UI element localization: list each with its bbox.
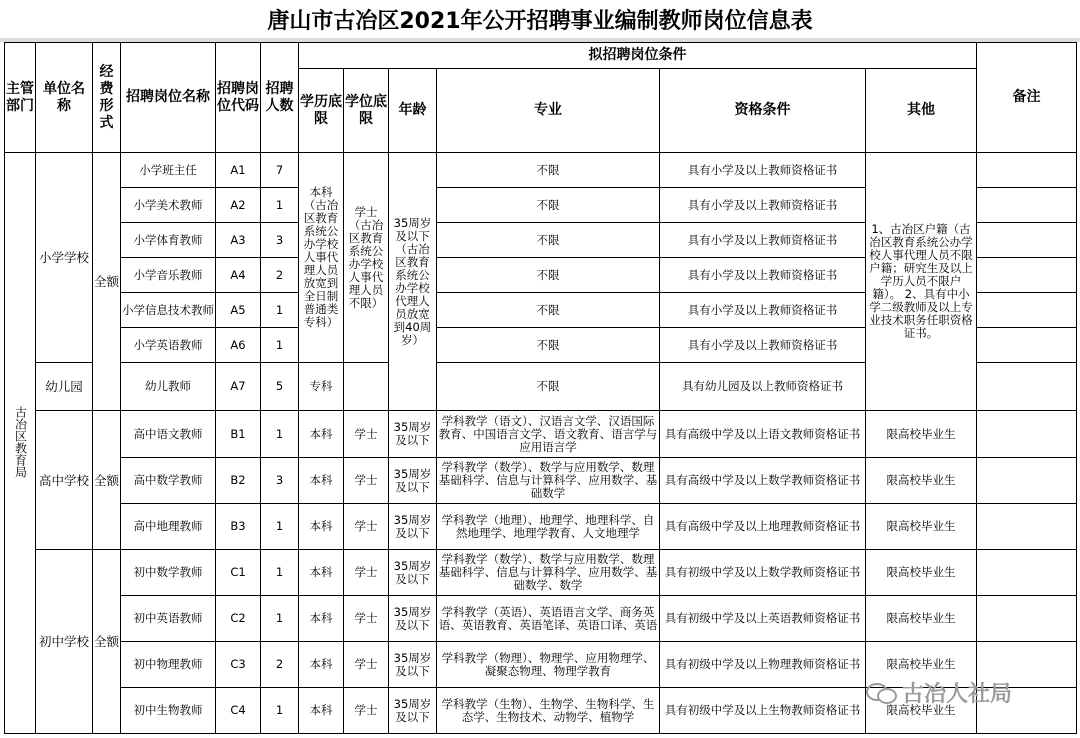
table-row [5,504,1077,550]
major-cell: 不限 [437,223,660,258]
header-qualification: 资格条件 [660,69,866,153]
other-cell: 限高校毕业生 [866,688,977,734]
header-education: 学历底限 [299,69,344,153]
header-unit: 单位名称 [36,43,93,153]
remarks-cell [977,458,1077,504]
degree-cell: 学士 [344,504,389,550]
header-position: 招聘岗位名称 [121,43,216,153]
other-cell: 限高校毕业生 [866,596,977,642]
table-row [5,153,1077,188]
count-cell: 1 [261,550,299,596]
degree-cell: 学士 [344,550,389,596]
code-cell: C2 [216,596,261,642]
major-cell: 学科教学（物理）、物理学、应用物理学、凝聚态物理、物理学教育 [437,642,660,688]
remarks-cell [977,504,1077,550]
position-cell: 初中数学教师 [121,550,216,596]
age-cell: 35周岁及以下 [389,411,437,458]
major-cell: 不限 [437,363,660,411]
education-cell: 本科（古冶区教育系统公办学校人事代理人员放宽到全日制普通类专科） [299,153,344,363]
degree-cell: 学士 [344,596,389,642]
degree-cell: 学士 [344,642,389,688]
qualification-cell: 具有小学及以上教师资格证书 [660,153,866,188]
major-cell: 学科教学（语文）、汉语言文学、汉语国际教育、中国语言文学、语文教育、语言学与应用语言学 [437,411,660,458]
remarks-cell [977,596,1077,642]
age-cell: 35周岁及以下 [389,504,437,550]
degree-cell [344,363,389,411]
table-row [5,550,1077,596]
table-row [5,458,1077,504]
remarks-cell [977,550,1077,596]
funding-cell: 全额 [93,411,121,550]
wechat-icon [866,681,896,703]
major-cell: 不限 [437,328,660,363]
header-age: 年龄 [389,69,437,153]
qualification-cell: 具有小学及以上教师资格证书 [660,223,866,258]
age-cell: 35周岁及以下 [389,642,437,688]
unit-cell: 高中学校 [36,411,93,550]
count-cell: 1 [261,293,299,328]
remarks-cell [977,293,1077,328]
degree-cell: 学士 [344,688,389,734]
qualification-cell: 具有初级中学及以上英语教师资格证书 [660,596,866,642]
header-funding: 经费形式 [93,43,121,153]
qualification-cell: 具有初级中学及以上物理教师资格证书 [660,642,866,688]
qualification-cell: 具有高级中学及以上语文教师资格证书 [660,411,866,458]
qualification-cell: 具有高级中学及以上地理教师资格证书 [660,504,866,550]
code-cell: A2 [216,188,261,223]
unit-cell: 初中学校 [36,550,93,734]
qualification-cell: 具有小学及以上教师资格证书 [660,293,866,328]
education-cell: 本科 [299,458,344,504]
count-cell: 2 [261,642,299,688]
other-cell: 限高校毕业生 [866,642,977,688]
other-cell: 限高校毕业生 [866,458,977,504]
count-cell: 1 [261,188,299,223]
remarks-cell [977,188,1077,223]
count-cell: 2 [261,258,299,293]
age-cell: 35周岁及以下 [389,458,437,504]
education-cell: 专科 [299,363,344,411]
remarks-cell [977,153,1077,188]
header-conditions: 拟招聘岗位条件 [299,43,977,69]
position-cell: 幼儿教师 [121,363,216,411]
code-cell: C1 [216,550,261,596]
major-cell: 学科教学（生物）、生物学、生物科学、生态学、生物技术、动物学、植物学 [437,688,660,734]
qualification-cell: 具有初级中学及以上生物教师资格证书 [660,688,866,734]
age-cell: 35周岁及以下 [389,688,437,734]
qualification-cell: 具有初级中学及以上数学教师资格证书 [660,550,866,596]
major-cell: 不限 [437,258,660,293]
education-cell: 本科 [299,411,344,458]
unit-cell: 幼儿园 [36,363,93,411]
major-cell: 学科教学（英语）、英语语言文学、商务英语、英语教育、英语笔译、英语口译、英语 [437,596,660,642]
other-cell: 限高校毕业生 [866,550,977,596]
position-cell: 小学英语教师 [121,328,216,363]
position-cell: 小学体育教师 [121,223,216,258]
major-cell: 不限 [437,153,660,188]
age-cell: 35周岁及以下 [389,596,437,642]
header-degree: 学位底限 [344,69,389,153]
position-cell: 初中生物教师 [121,688,216,734]
count-cell: 7 [261,153,299,188]
header-major: 专业 [437,69,660,153]
code-cell: C3 [216,642,261,688]
qualification-cell: 具有幼儿园及以上教师资格证书 [660,363,866,411]
remarks-cell [977,411,1077,458]
age-cell: 35周岁及以下 [389,550,437,596]
count-cell: 1 [261,596,299,642]
code-cell: B1 [216,411,261,458]
degree-cell: 学士 [344,458,389,504]
count-cell: 5 [261,363,299,411]
recruitment-table [4,42,1077,734]
remarks-cell [977,223,1077,258]
count-cell: 3 [261,458,299,504]
code-cell: A7 [216,363,261,411]
other-cell: 限高校毕业生 [866,411,977,458]
count-cell: 1 [261,504,299,550]
education-cell: 本科 [299,688,344,734]
position-cell: 高中数学教师 [121,458,216,504]
qualification-cell: 具有小学及以上教师资格证书 [660,188,866,223]
other-cell: 限高校毕业生 [866,504,977,550]
position-cell: 高中地理教师 [121,504,216,550]
qualification-cell: 具有小学及以上教师资格证书 [660,328,866,363]
funding-cell: 全额 [93,550,121,734]
watermark-text: 古冶人社局 [902,681,1013,707]
position-cell: 高中语文教师 [121,411,216,458]
remarks-cell [977,328,1077,363]
code-cell: A1 [216,153,261,188]
count-cell: 1 [261,328,299,363]
header-count: 招聘人数 [261,43,299,153]
qualification-cell: 具有高级中学及以上数学教师资格证书 [660,458,866,504]
code-cell: A6 [216,328,261,363]
code-cell: B2 [216,458,261,504]
position-cell: 初中物理教师 [121,642,216,688]
code-cell: A3 [216,223,261,258]
major-cell: 学科教学（数学）、数学与应用数学、数理基础科学、信息与计算科学、应用数学、基础数学 [437,458,660,504]
other-cell: 1、古冶区户籍（古冶区教育系统公办学校人事代理人员不限户籍；研究生及以上学历人员不限户籍）。 2、具有中小学二级教师及以上专业技术职务任职资格证书。 [866,153,977,411]
code-cell: B3 [216,504,261,550]
position-cell: 小学信息技术教师 [121,293,216,328]
header-dept: 主管部门 [5,43,36,153]
position-cell: 初中英语教师 [121,596,216,642]
table-row [5,596,1077,642]
page-title: 唐山市古冶区2021年公开招聘事业编制教师岗位信息表 [0,0,1080,39]
table-row [5,411,1077,458]
dept-value: 古冶区教育局 [13,405,28,478]
count-cell: 1 [261,411,299,458]
count-cell: 3 [261,223,299,258]
count-cell: 1 [261,688,299,734]
code-cell: A5 [216,293,261,328]
remarks-cell [977,363,1077,411]
education-cell: 本科 [299,596,344,642]
remarks-cell [977,258,1077,293]
major-cell: 不限 [437,188,660,223]
major-cell: 不限 [437,293,660,328]
major-cell: 学科教学（地理）、地理学、地理科学、自然地理学、地理学教育、人文地理学 [437,504,660,550]
degree-cell: 学士 [344,411,389,458]
position-cell: 小学音乐教师 [121,258,216,293]
dept-cell [5,153,36,734]
watermark [866,676,1012,708]
degree-cell: 学士（古冶区教育系统公办学校人事代理人员不限） [344,153,389,363]
position-cell: 小学美术教师 [121,188,216,223]
major-cell: 学科教学（数学）、数学与应用数学、数理基础科学、信息与计算科学、应用数学、基础数学、数学 [437,550,660,596]
age-cell: 35周岁及以下（古冶区教育系统公办学校代理人员放宽到40周岁） [389,153,437,411]
header-code: 招聘岗位代码 [216,43,261,153]
education-cell: 本科 [299,642,344,688]
code-cell: C4 [216,688,261,734]
qualification-cell: 具有小学及以上教师资格证书 [660,258,866,293]
unit-cell: 小学学校 [36,153,93,363]
code-cell: A4 [216,258,261,293]
funding-cell: 全额 [93,153,121,411]
header-other: 其他 [866,69,977,153]
header-remarks: 备注 [977,43,1077,153]
education-cell: 本科 [299,550,344,596]
position-cell: 小学班主任 [121,153,216,188]
education-cell: 本科 [299,504,344,550]
